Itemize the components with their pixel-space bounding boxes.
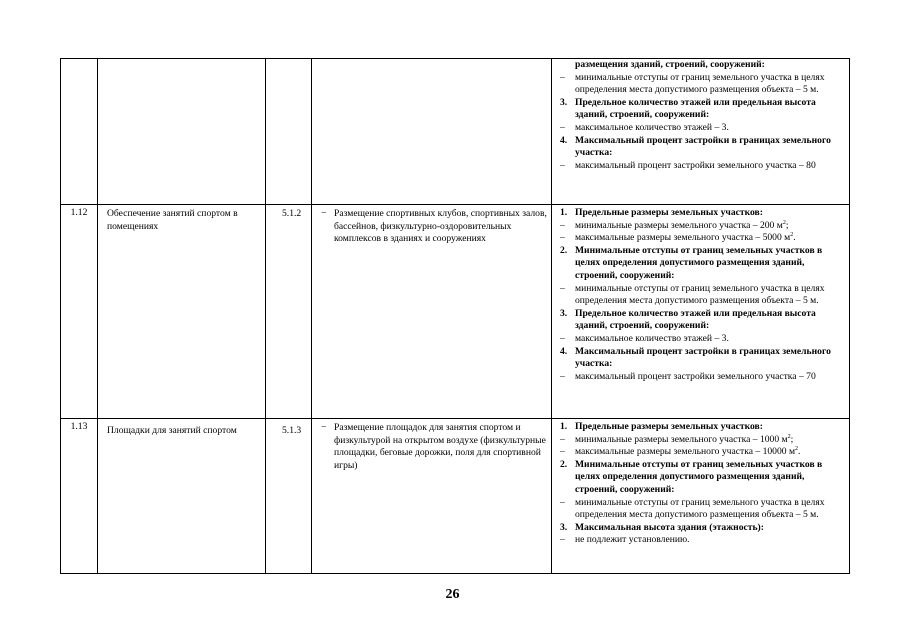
cell-parameters xyxy=(552,205,850,419)
regulations-table xyxy=(60,58,850,574)
param-line: 3. Предельное количество этажей или предельная высота зданий, строений, сооружений: xyxy=(560,96,816,121)
cell-parameters xyxy=(552,59,850,205)
param-heading: 3. Максимальная высота здания (этажность): xyxy=(560,521,764,533)
param-line: – минимальные размеры земельного участка – 1000 $м^2$; xyxy=(560,433,794,445)
param-line: – минимальные отступы от границ земельного участка в целях определения места допустимого размещения объекта – 5 м. xyxy=(560,496,825,521)
table-row xyxy=(61,205,850,419)
param-line: – максимальные размеры земельного участка – 10000 $м^2$. xyxy=(560,446,801,458)
param-line: – не подлежит установлению. xyxy=(560,534,690,546)
cell-number xyxy=(61,59,98,205)
param-line: – максимальные размеры земельного участка – 5000 $м^2$. xyxy=(560,232,796,244)
use-description: − Размещение площадок для занятия спортом и физкультурой на открытом воздухе (физкультурные площадки, беговые дорожки, поля для спортивной игры) xyxy=(312,419,552,574)
table-row xyxy=(61,419,850,574)
param-heading: 2. Минимальные отступы от границ земельных участков в целях определения допустимого размещения зданий, строений, сооружений: xyxy=(560,244,823,281)
param-line: – максимальный процент застройки земельного участка – 80 xyxy=(560,159,816,171)
use-code: 5.1.3 xyxy=(266,419,312,574)
cell-parameters xyxy=(552,419,850,574)
use-description: − Размещение спортивных клубов, спортивных залов, бассейнов, физкультурно-оздоровительных комплексов в зданиях и сооружениях xyxy=(312,205,552,419)
param-heading: 1. Предельные размеры земельных участков: xyxy=(560,207,763,218)
param-heading: 4. Максимальный процент застройки в границах земельного участка: xyxy=(560,345,831,370)
use-name: Площадки для занятий спортом xyxy=(98,419,266,574)
row-number: 1.12 xyxy=(61,205,98,419)
table-row xyxy=(61,59,850,205)
param-line: 4. Максимальный процент застройки в границах земельного участка: xyxy=(560,134,831,159)
param-line: размещения зданий, строений, сооружений: xyxy=(575,59,765,70)
param-line: – минимальные отступы от границ земельного участка в целях определения места допустимого размещения объекта – 5 м. xyxy=(560,71,825,96)
param-heading: 3. Предельное количество этажей или предельная высота зданий, строений, сооружений: xyxy=(560,307,816,332)
param-line: – максимальное количество этажей – 3. xyxy=(560,332,729,344)
cell-name xyxy=(98,59,266,205)
param-line: – минимальные размеры земельного участка – 200 $м^2$; xyxy=(560,219,789,231)
param-line: – максимальный процент застройки земельного участка – 70 xyxy=(560,370,816,382)
row-number: 1.13 xyxy=(61,419,98,574)
param-heading: 2. Минимальные отступы от границ земельных участков в целях определения допустимого размещения зданий, строений, сооружений: xyxy=(560,458,823,495)
cell-description xyxy=(312,59,552,205)
param-heading: 1. Предельные размеры земельных участков: xyxy=(560,421,763,432)
use-code: 5.1.2 xyxy=(266,205,312,419)
page-number: 26 xyxy=(445,587,460,602)
cell-code xyxy=(266,59,312,205)
param-line: – минимальные отступы от границ земельного участка в целях определения места допустимого размещения объекта – 5 м. xyxy=(560,282,825,307)
use-name: Обеспечение занятий спортом в помещениях xyxy=(98,205,266,419)
param-line: – максимальное количество этажей – 3. xyxy=(560,121,729,133)
